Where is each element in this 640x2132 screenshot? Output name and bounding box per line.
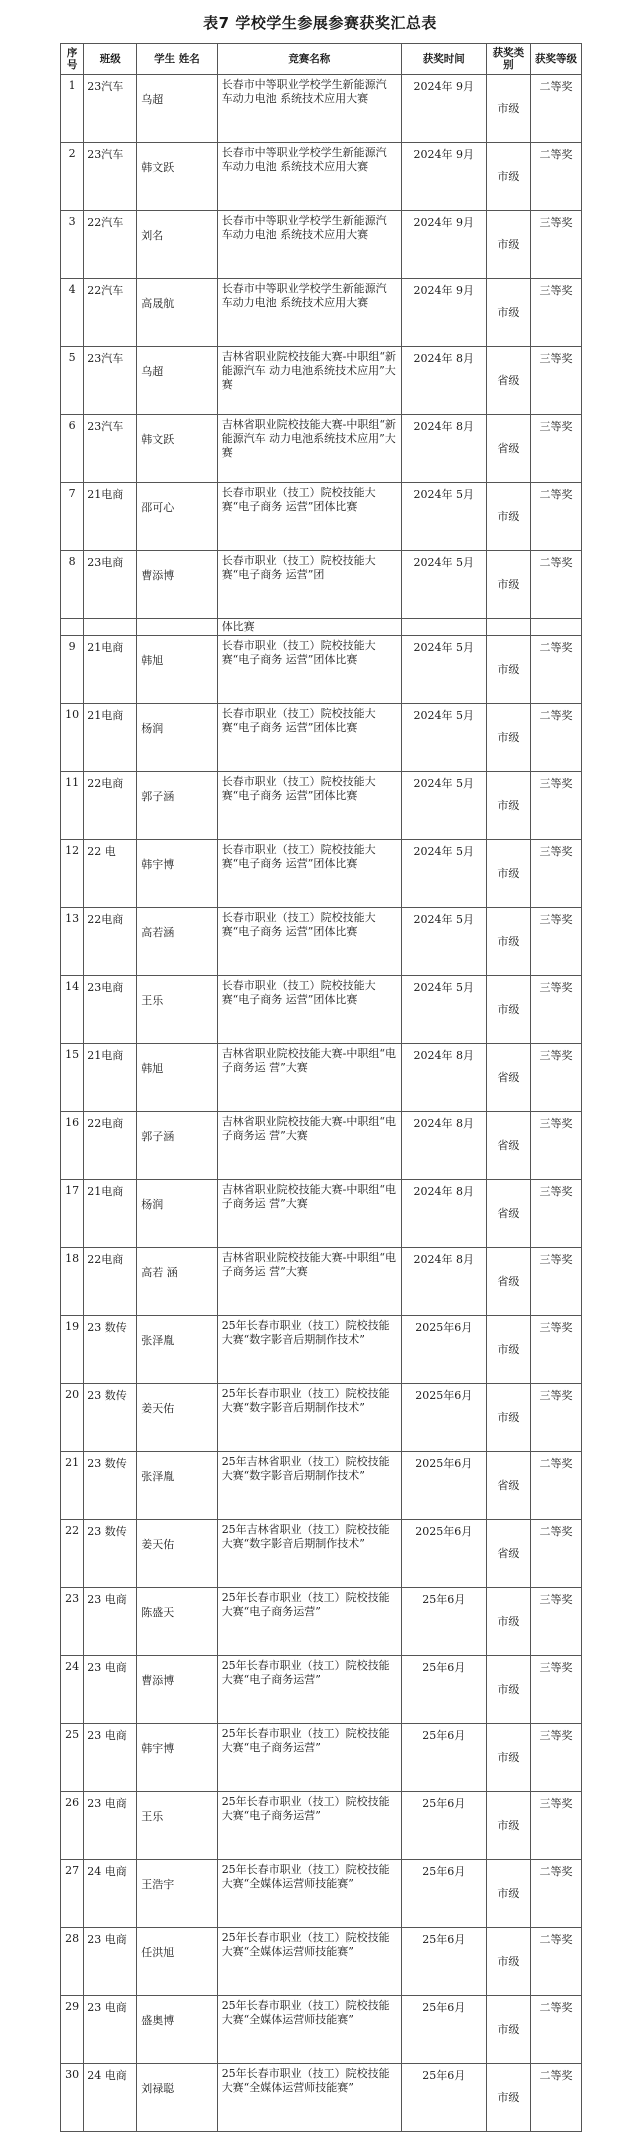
cell-level: 市级: [486, 1928, 530, 1996]
cell-seq: 23: [61, 1588, 84, 1656]
table-row: [61, 551, 582, 619]
cell-grade: 三等奖: [531, 772, 582, 840]
table-row: [61, 1656, 582, 1724]
cell-time: 2024年 5月: [401, 840, 486, 908]
cell-competition: 长春市职业（技工）院校技能大赛“电子商务 运营”团体比赛: [217, 976, 401, 1044]
cell-competition: 吉林省职业院校技能大赛-中职组“电子商务运 营”大赛: [217, 1044, 401, 1112]
cell-level: 市级: [486, 551, 530, 619]
cell-time: 2024年 8月: [401, 347, 486, 415]
cell-seq: 2: [61, 143, 84, 211]
cell-level: 市级: [486, 1792, 530, 1860]
cell-grade: 三等奖: [531, 1656, 582, 1724]
table-row: [61, 1316, 582, 1384]
cell-class: 22电商: [84, 772, 137, 840]
cell-competition: 25年长春市职业（技工）院校技能大赛“电子商务运营”: [217, 1588, 401, 1656]
cell-competition: 长春市中等职业学校学生新能源汽车动力电池 系统技术应用大赛: [217, 279, 401, 347]
table-row: [61, 347, 582, 415]
cell-seq: 21: [61, 1452, 84, 1520]
table-row: [61, 143, 582, 211]
cell-grade: 三等奖: [531, 1588, 582, 1656]
cell-class: 21电商: [84, 704, 137, 772]
cell-name: 陈盛天: [137, 1588, 217, 1656]
cell-time: 2024年 5月: [401, 908, 486, 976]
table-body: [61, 75, 582, 2132]
table-row: [61, 1180, 582, 1248]
cell-competition: 吉林省职业院校技能大赛-中职组“电子商务运 营”大赛: [217, 1248, 401, 1316]
cell-seq: 16: [61, 1112, 84, 1180]
cell-time: 2024年 9月: [401, 75, 486, 143]
table-title: 表7 学校学生参展参赛获奖汇总表: [203, 14, 437, 32]
cell-name: 韩文跃: [137, 415, 217, 483]
cell-grade: 二等奖: [531, 636, 582, 704]
cell-grade: 三等奖: [531, 1044, 582, 1112]
cell-class: 23 数传: [84, 1316, 137, 1384]
table-row: [61, 1996, 582, 2064]
cell-class: 23 电商: [84, 1724, 137, 1792]
cell-seq: 11: [61, 772, 84, 840]
cell-competition: 25年长春市职业（技工）院校技能大赛“电子商务运营”: [217, 1656, 401, 1724]
cell-name: 高若涵: [137, 908, 217, 976]
cell-class: 22 电: [84, 840, 137, 908]
table-row: [61, 1248, 582, 1316]
cell-name: 韩旭: [137, 1044, 217, 1112]
cell-level: 省级: [486, 1112, 530, 1180]
cell-grade: 三等奖: [531, 908, 582, 976]
cell-time: 2024年 5月: [401, 483, 486, 551]
header-time: 获奖时间: [401, 44, 486, 75]
table-row: [61, 772, 582, 840]
cell-name: 郭子涵: [137, 772, 217, 840]
cell-competition: 吉林省职业院校技能大赛-中职组“电子商务运 营”大赛: [217, 1112, 401, 1180]
cell-grade: 二等奖: [531, 1860, 582, 1928]
cell-seq: 24: [61, 1656, 84, 1724]
cell-competition: 25年长春市职业（技工）院校技能大赛“数字影音后期制作技术”: [217, 1384, 401, 1452]
cell-competition: 长春市职业（技工）院校技能大赛“电子商务 运营”团: [217, 551, 401, 619]
table-row: [61, 279, 582, 347]
cell-grade: 三等奖: [531, 415, 582, 483]
cell-class: 23 电商: [84, 1588, 137, 1656]
cell-grade: 三等奖: [531, 211, 582, 279]
cell-class: 21电商: [84, 636, 137, 704]
header-grade: 获奖等级: [531, 44, 582, 75]
cell-level: 市级: [486, 279, 530, 347]
cell-level: 市级: [486, 1860, 530, 1928]
cell-class: 24 电商: [84, 2064, 137, 2132]
cell-competition: 长春市中等职业学校学生新能源汽车动力电池 系统技术应用大赛: [217, 143, 401, 211]
cell-level: 市级: [486, 1588, 530, 1656]
header-name: 学生 姓名: [137, 44, 217, 75]
cell-seq: 26: [61, 1792, 84, 1860]
cell-seq: 4: [61, 279, 84, 347]
cell-level: 省级: [486, 1044, 530, 1112]
cell-competition: 25年长春市职业（技工）院校技能大赛“电子商务运营”: [217, 1792, 401, 1860]
cell-seq: [61, 619, 84, 636]
cell-seq: 19: [61, 1316, 84, 1384]
cell-grade: 二等奖: [531, 483, 582, 551]
cell-time: 2024年 8月: [401, 1180, 486, 1248]
cell-time: 2025年6月: [401, 1452, 486, 1520]
table-row: [61, 619, 582, 636]
table-row: [61, 415, 582, 483]
cell-seq: 14: [61, 976, 84, 1044]
cell-name: 任洪旭: [137, 1928, 217, 1996]
table-row: [61, 2064, 582, 2132]
cell-class: 23 数传: [84, 1452, 137, 1520]
cell-level: 市级: [486, 1996, 530, 2064]
cell-seq: 28: [61, 1928, 84, 1996]
cell-name: 张泽胤: [137, 1316, 217, 1384]
cell-level: 省级: [486, 1520, 530, 1588]
cell-seq: 18: [61, 1248, 84, 1316]
cell-time: 2024年 5月: [401, 636, 486, 704]
cell-grade: 二等奖: [531, 551, 582, 619]
table-row: [61, 1588, 582, 1656]
cell-grade: 三等奖: [531, 1792, 582, 1860]
cell-grade: 三等奖: [531, 1724, 582, 1792]
cell-class: 21电商: [84, 483, 137, 551]
cell-name: 姜天佑: [137, 1384, 217, 1452]
cell-competition: 吉林省职业院校技能大赛-中职组“电子商务运 营”大赛: [217, 1180, 401, 1248]
cell-name: 杨润: [137, 704, 217, 772]
cell-level: 省级: [486, 347, 530, 415]
cell-name: 杨润: [137, 1180, 217, 1248]
cell-class: 23汽车: [84, 347, 137, 415]
cell-name: [137, 619, 217, 636]
cell-class: 23 电商: [84, 1792, 137, 1860]
cell-level: 市级: [486, 704, 530, 772]
cell-grade: 二等奖: [531, 75, 582, 143]
cell-grade: 三等奖: [531, 1112, 582, 1180]
table-row: [61, 1928, 582, 1996]
table-row: [61, 1112, 582, 1180]
cell-name: 曹添博: [137, 1656, 217, 1724]
cell-seq: 12: [61, 840, 84, 908]
cell-name: 王乐: [137, 1792, 217, 1860]
cell-time: 2024年 5月: [401, 704, 486, 772]
cell-name: 张泽胤: [137, 1452, 217, 1520]
cell-class: 22电商: [84, 1248, 137, 1316]
cell-grade: 二等奖: [531, 2064, 582, 2132]
cell-seq: 13: [61, 908, 84, 976]
cell-name: 郭子涵: [137, 1112, 217, 1180]
cell-class: 23 电商: [84, 1996, 137, 2064]
cell-grade: 三等奖: [531, 840, 582, 908]
cell-time: 2024年 5月: [401, 976, 486, 1044]
cell-seq: 17: [61, 1180, 84, 1248]
table-row: [61, 483, 582, 551]
cell-grade: 二等奖: [531, 143, 582, 211]
cell-competition: 长春市职业（技工）院校技能大赛“电子商务 运营”团体比赛: [217, 704, 401, 772]
cell-time: 2024年 8月: [401, 1248, 486, 1316]
cell-class: 23汽车: [84, 75, 137, 143]
cell-name: 盛奥博: [137, 1996, 217, 2064]
cell-name: 韩宇博: [137, 1724, 217, 1792]
cell-seq: 25: [61, 1724, 84, 1792]
cell-name: 韩旭: [137, 636, 217, 704]
cell-level: 省级: [486, 415, 530, 483]
cell-time: 2025年6月: [401, 1316, 486, 1384]
cell-class: 21电商: [84, 1180, 137, 1248]
table-row: [61, 1520, 582, 1588]
cell-seq: 22: [61, 1520, 84, 1588]
cell-competition: 25年吉林省职业（技工）院校技能大赛“数字影音后期制作技术”: [217, 1452, 401, 1520]
cell-seq: 30: [61, 2064, 84, 2132]
cell-level: 市级: [486, 636, 530, 704]
cell-name: 韩宇博: [137, 840, 217, 908]
cell-time: 2024年 8月: [401, 415, 486, 483]
cell-grade: 三等奖: [531, 1316, 582, 1384]
cell-name: 王乐: [137, 976, 217, 1044]
cell-level: 市级: [486, 840, 530, 908]
cell-class: 23电商: [84, 976, 137, 1044]
cell-grade: 三等奖: [531, 1384, 582, 1452]
cell-name: 韩文跃: [137, 143, 217, 211]
cell-time: 25年6月: [401, 2064, 486, 2132]
cell-seq: 5: [61, 347, 84, 415]
cell-seq: 1: [61, 75, 84, 143]
cell-grade: 三等奖: [531, 1180, 582, 1248]
table-row: [61, 211, 582, 279]
table-row: [61, 1792, 582, 1860]
cell-name: 曹添博: [137, 551, 217, 619]
cell-competition: 长春市中等职业学校学生新能源汽车动力电池 系统技术应用大赛: [217, 75, 401, 143]
cell-time: 2024年 5月: [401, 551, 486, 619]
cell-grade: 二等奖: [531, 1996, 582, 2064]
cell-grade: 三等奖: [531, 976, 582, 1044]
cell-level: 市级: [486, 483, 530, 551]
cell-level: 市级: [486, 143, 530, 211]
cell-grade: 二等奖: [531, 1520, 582, 1588]
cell-competition: 长春市职业（技工）院校技能大赛“电子商务 运营”团体比赛: [217, 908, 401, 976]
cell-seq: 9: [61, 636, 84, 704]
cell-time: 25年6月: [401, 1588, 486, 1656]
cell-time: [401, 619, 486, 636]
cell-competition: 长春市中等职业学校学生新能源汽车动力电池 系统技术应用大赛: [217, 211, 401, 279]
table-row: [61, 1452, 582, 1520]
cell-name: 高若 涵: [137, 1248, 217, 1316]
cell-seq: 3: [61, 211, 84, 279]
cell-name: 刘名: [137, 211, 217, 279]
cell-class: 23汽车: [84, 143, 137, 211]
cell-time: 2024年 9月: [401, 279, 486, 347]
cell-grade: 二等奖: [531, 1928, 582, 1996]
cell-class: 23 电商: [84, 1928, 137, 1996]
cell-time: 2025年6月: [401, 1520, 486, 1588]
cell-class: 22汽车: [84, 211, 137, 279]
cell-class: 23汽车: [84, 415, 137, 483]
cell-time: 25年6月: [401, 1860, 486, 1928]
cell-time: 2024年 5月: [401, 772, 486, 840]
cell-grade: 二等奖: [531, 704, 582, 772]
cell-time: 25年6月: [401, 1724, 486, 1792]
header-level: 获奖类别: [486, 44, 530, 75]
cell-level: 市级: [486, 976, 530, 1044]
cell-time: 2025年6月: [401, 1384, 486, 1452]
table-row: [61, 1044, 582, 1112]
cell-seq: 7: [61, 483, 84, 551]
cell-class: [84, 619, 137, 636]
header-seq: 序号: [61, 44, 84, 75]
table-row: [61, 840, 582, 908]
cell-competition: 25年长春市职业（技工）院校技能大赛“电子商务运营”: [217, 1724, 401, 1792]
cell-seq: 27: [61, 1860, 84, 1928]
cell-class: 23 电商: [84, 1656, 137, 1724]
table-row: [61, 75, 582, 143]
cell-level: 市级: [486, 772, 530, 840]
cell-level: [486, 619, 530, 636]
cell-name: 邵可心: [137, 483, 217, 551]
cell-competition: 长春市职业（技工）院校技能大赛“电子商务 运营”团体比赛: [217, 483, 401, 551]
cell-time: 2024年 8月: [401, 1112, 486, 1180]
cell-class: 22电商: [84, 1112, 137, 1180]
cell-seq: 29: [61, 1996, 84, 2064]
cell-name: 高晟航: [137, 279, 217, 347]
cell-grade: 三等奖: [531, 279, 582, 347]
table-row: [61, 976, 582, 1044]
cell-competition: 25年长春市职业（技工）院校技能大赛“全媒体运营师技能赛”: [217, 2064, 401, 2132]
cell-seq: 8: [61, 551, 84, 619]
header-row: [61, 44, 582, 75]
cell-class: 23 数传: [84, 1384, 137, 1452]
cell-class: 23电商: [84, 551, 137, 619]
cell-name: 刘禄聪: [137, 2064, 217, 2132]
cell-competition: 长春市职业（技工）院校技能大赛“电子商务 运营”团体比赛: [217, 772, 401, 840]
cell-level: 省级: [486, 1452, 530, 1520]
cell-name: 乌超: [137, 75, 217, 143]
cell-grade: 三等奖: [531, 347, 582, 415]
cell-competition: 吉林省职业院校技能大赛-中职组“新能源汽车 动力电池系统技术应用”大赛: [217, 415, 401, 483]
table-row: [61, 636, 582, 704]
cell-time: 25年6月: [401, 1928, 486, 1996]
cell-grade: 三等奖: [531, 1248, 582, 1316]
table-row: [61, 1384, 582, 1452]
cell-competition: 吉林省职业院校技能大赛-中职组“新能源汽车 动力电池系统技术应用”大赛: [217, 347, 401, 415]
cell-class: 23 数传: [84, 1520, 137, 1588]
cell-level: 省级: [486, 1180, 530, 1248]
cell-level: 市级: [486, 1656, 530, 1724]
cell-class: 22汽车: [84, 279, 137, 347]
cell-seq: 20: [61, 1384, 84, 1452]
cell-class: 21电商: [84, 1044, 137, 1112]
cell-time: 25年6月: [401, 1792, 486, 1860]
cell-seq: 15: [61, 1044, 84, 1112]
cell-competition: 25年长春市职业（技工）院校技能大赛“全媒体运营师技能赛”: [217, 1996, 401, 2064]
cell-time: 25年6月: [401, 1996, 486, 2064]
cell-name: 王浩宇: [137, 1860, 217, 1928]
cell-level: 市级: [486, 2064, 530, 2132]
cell-time: 2024年 9月: [401, 211, 486, 279]
table-row: [61, 704, 582, 772]
cell-competition: 25年长春市职业（技工）院校技能大赛“全媒体运营师技能赛”: [217, 1928, 401, 1996]
table-row: [61, 1860, 582, 1928]
cell-competition: 长春市职业（技工）院校技能大赛“电子商务 运营”团体比赛: [217, 840, 401, 908]
cell-level: 市级: [486, 75, 530, 143]
cell-competition: 25年长春市职业（技工）院校技能大赛“数字影音后期制作技术”: [217, 1316, 401, 1384]
cell-level: 市级: [486, 1384, 530, 1452]
header-class: 班级: [84, 44, 137, 75]
table-row: [61, 908, 582, 976]
cell-level: 市级: [486, 211, 530, 279]
cell-level: 市级: [486, 908, 530, 976]
cell-competition: 25年长春市职业（技工）院校技能大赛“全媒体运营师技能赛”: [217, 1860, 401, 1928]
cell-level: 省级: [486, 1248, 530, 1316]
award-summary-table: [60, 43, 582, 2132]
cell-level: 市级: [486, 1316, 530, 1384]
cell-seq: 10: [61, 704, 84, 772]
cell-competition: 25年吉林省职业（技工）院校技能大赛“数字影音后期制作技术”: [217, 1520, 401, 1588]
header-competition: 竞赛名称: [217, 44, 401, 75]
cell-seq: 6: [61, 415, 84, 483]
cell-time: 25年6月: [401, 1656, 486, 1724]
cell-grade: 二等奖: [531, 1452, 582, 1520]
cell-name: 乌超: [137, 347, 217, 415]
table-row: [61, 1724, 582, 1792]
cell-time: 2024年 9月: [401, 143, 486, 211]
cell-class: 22电商: [84, 908, 137, 976]
cell-grade: [531, 619, 582, 636]
cell-competition: 体比赛: [217, 619, 401, 636]
cell-competition: 长春市职业（技工）院校技能大赛“电子商务 运营”团体比赛: [217, 636, 401, 704]
cell-name: 姜天佑: [137, 1520, 217, 1588]
cell-time: 2024年 8月: [401, 1044, 486, 1112]
cell-class: 24 电商: [84, 1860, 137, 1928]
cell-level: 市级: [486, 1724, 530, 1792]
